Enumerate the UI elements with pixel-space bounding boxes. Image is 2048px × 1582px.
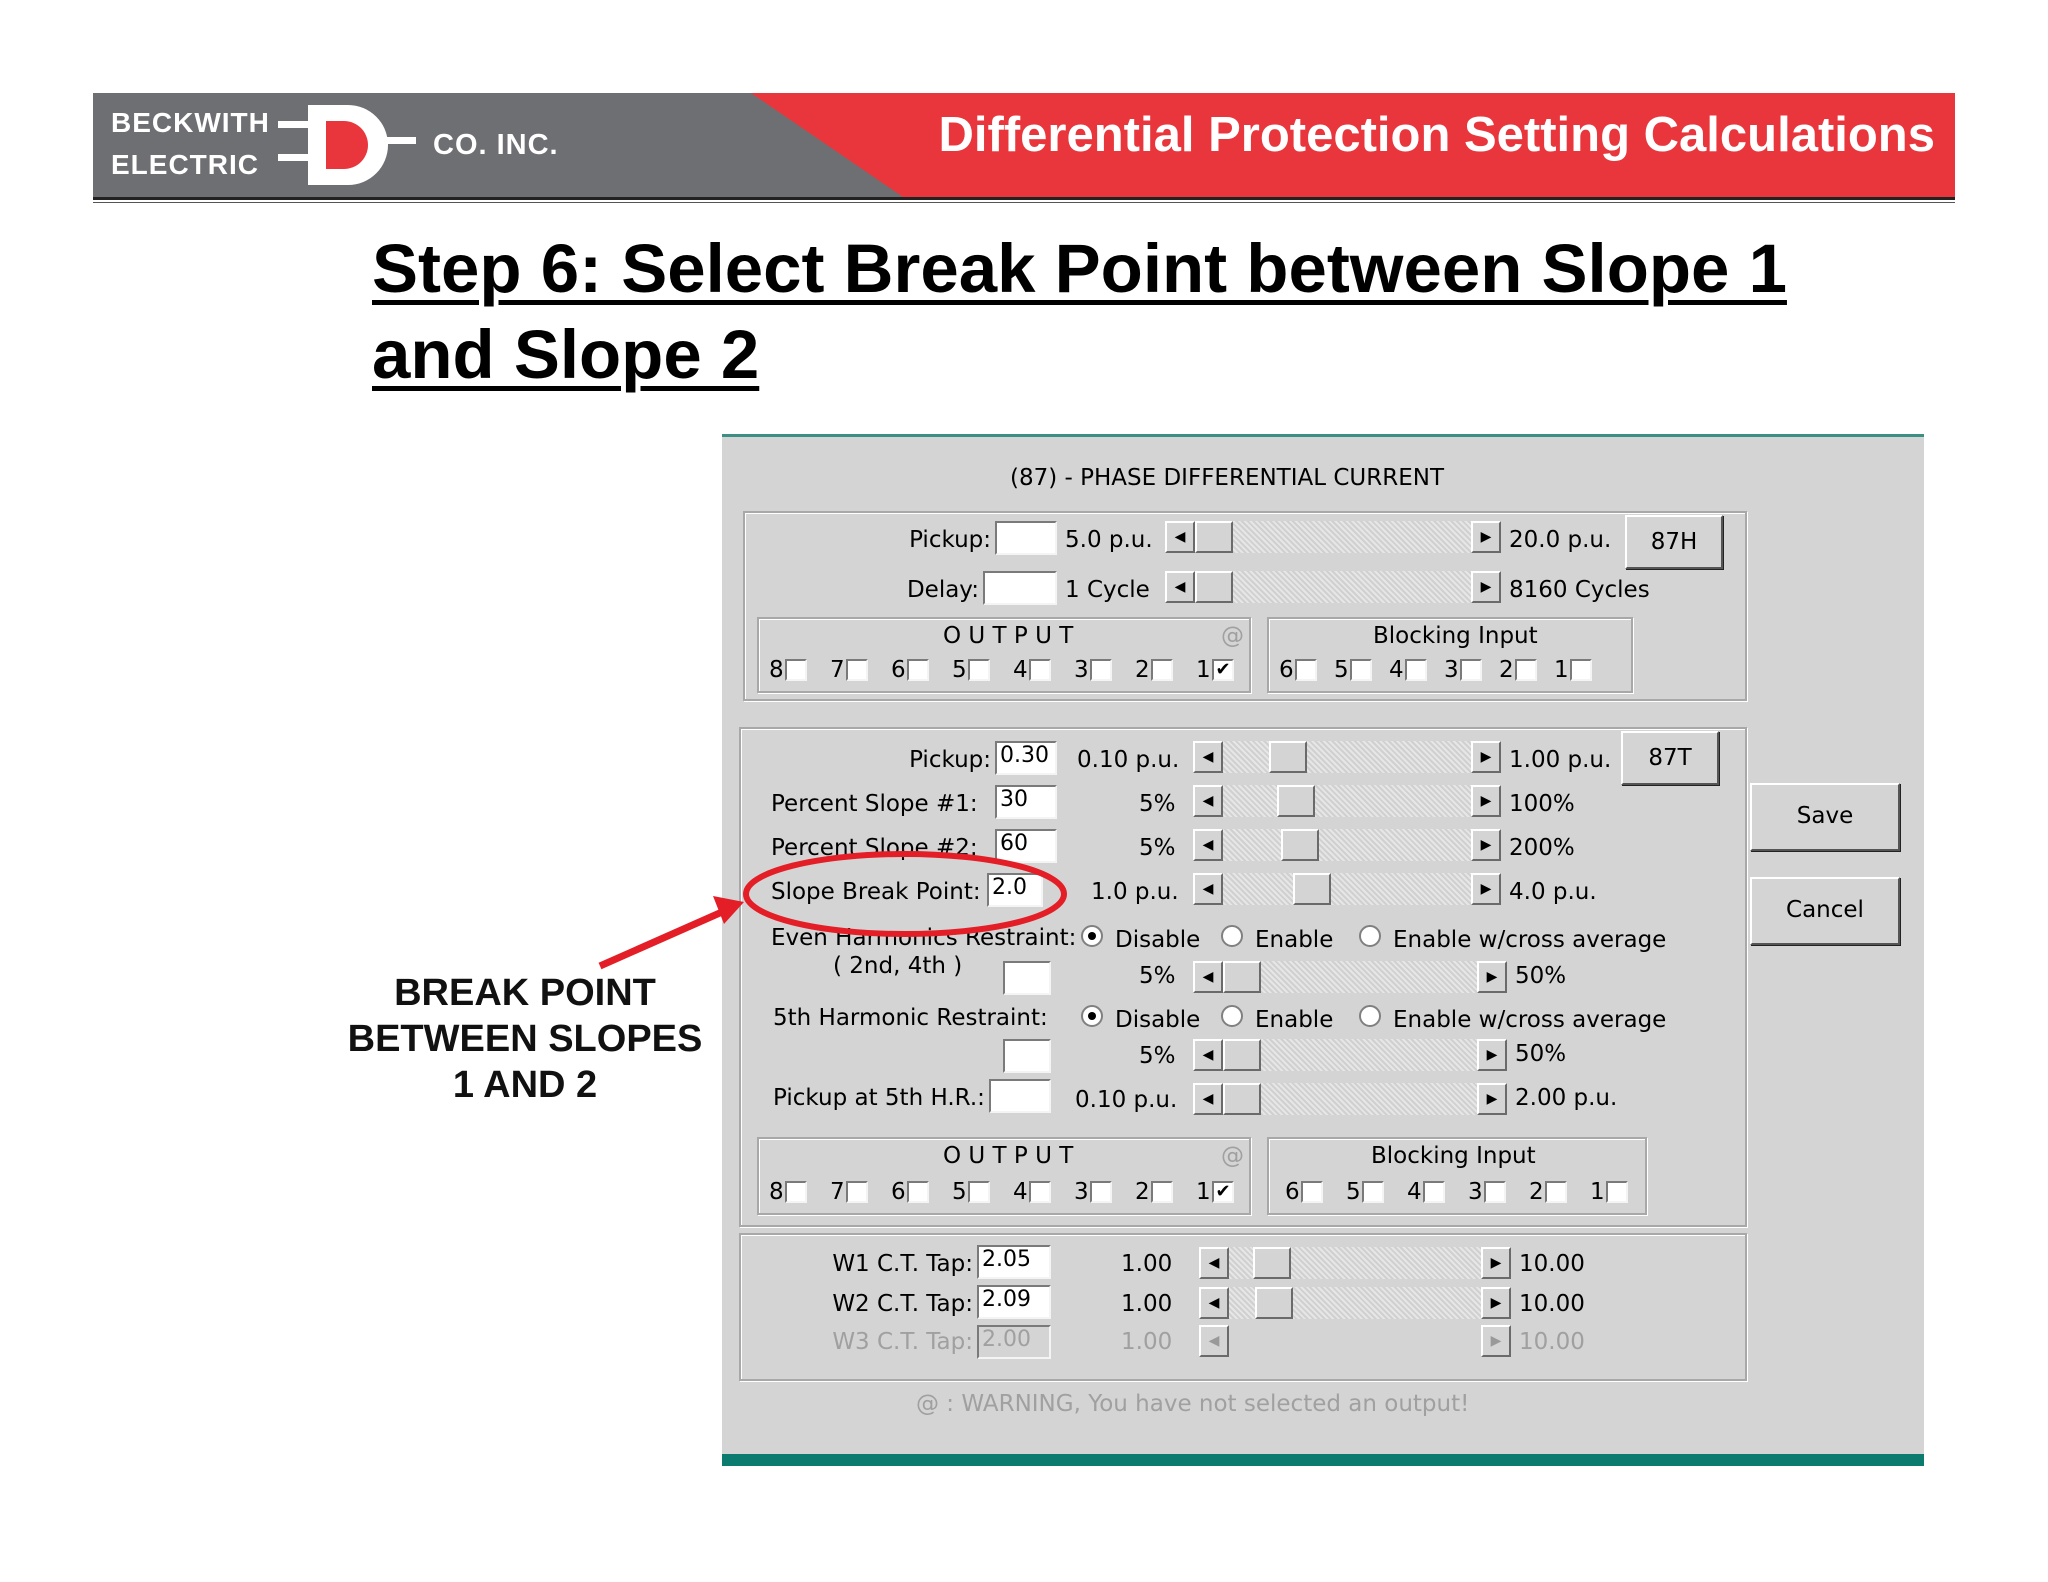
label-even-cross: Enable w/cross average bbox=[1393, 927, 1667, 953]
blocking-group-87h bbox=[1267, 617, 1633, 693]
checkbox-label: 5 bbox=[1334, 657, 1349, 683]
header-divider bbox=[93, 197, 1955, 200]
checkbox-label: 8 bbox=[769, 1179, 784, 1205]
scroll-right-icon[interactable]: ▶ bbox=[1471, 785, 1501, 817]
input-fifth-harmonic[interactable] bbox=[1003, 1039, 1051, 1073]
input-87t-pickup[interactable]: 0.30 bbox=[995, 741, 1057, 775]
scroll-left-icon[interactable]: ◀ bbox=[1193, 741, 1223, 773]
label-slope-break-point: Slope Break Point: bbox=[771, 879, 981, 905]
checkbox-2[interactable] bbox=[1545, 1181, 1567, 1203]
blocking-title: Blocking Input bbox=[1371, 1143, 1536, 1169]
scroll-left-icon[interactable]: ◀ bbox=[1193, 961, 1223, 993]
input-even-harmonics[interactable] bbox=[1003, 961, 1051, 995]
slider-percent-slope-1[interactable] bbox=[1193, 785, 1501, 817]
checkbox-label: 7 bbox=[830, 657, 845, 683]
label-percent-slope-2: Percent Slope #2: bbox=[771, 835, 978, 861]
checkbox-3[interactable] bbox=[1484, 1181, 1506, 1203]
checkbox-label: 2 bbox=[1135, 1179, 1150, 1205]
label-breakpoint-min: 1.0 p.u. bbox=[1091, 879, 1179, 905]
scroll-left-icon[interactable]: ◀ bbox=[1193, 1039, 1223, 1071]
label-even-enable: Enable bbox=[1255, 927, 1334, 953]
dialog-title: (87) - PHASE DIFFERENTIAL CURRENT bbox=[1010, 465, 1445, 491]
group-ct-tap bbox=[739, 1233, 1747, 1381]
slider-slope-break-point[interactable] bbox=[1193, 873, 1501, 905]
blocking-title: Blocking Input bbox=[1373, 623, 1538, 649]
input-w1-ct-tap[interactable]: 2.05 bbox=[977, 1245, 1051, 1279]
scroll-right-icon: ▶ bbox=[1481, 1325, 1511, 1357]
button-87h[interactable]: 87H bbox=[1625, 515, 1723, 569]
slider-87h-pickup[interactable] bbox=[1165, 521, 1501, 553]
label-even-harmonics: Even Harmonics Restraint: bbox=[771, 925, 1077, 951]
input-percent-slope-2[interactable]: 60 bbox=[995, 829, 1057, 863]
checkbox-label: 5 bbox=[952, 1179, 967, 1205]
label-87h-pickup-max: 20.0 p.u. bbox=[1509, 527, 1612, 553]
phase-differential-dialog bbox=[722, 434, 1924, 1466]
checkbox-6[interactable] bbox=[1301, 1181, 1323, 1203]
slider-thumb[interactable] bbox=[1269, 741, 1307, 773]
checkbox-5[interactable] bbox=[968, 659, 990, 681]
label-w1-min: 1.00 bbox=[1121, 1251, 1173, 1277]
slider-87t-pickup[interactable] bbox=[1193, 741, 1501, 773]
checkbox-4[interactable] bbox=[1405, 659, 1427, 681]
label-percent-slope-1: Percent Slope #1: bbox=[771, 791, 978, 817]
slider-thumb[interactable] bbox=[1195, 571, 1233, 603]
checkbox-7[interactable] bbox=[846, 1181, 868, 1203]
checkbox-label: 8 bbox=[769, 657, 784, 683]
checkbox-label: 6 bbox=[891, 1179, 906, 1205]
checkbox-8[interactable] bbox=[785, 1181, 807, 1203]
checkbox-label: 2 bbox=[1135, 657, 1150, 683]
slider-pickup-5th[interactable] bbox=[1193, 1083, 1507, 1115]
label-w3-ct-tap: W3 C.T. Tap: bbox=[832, 1329, 973, 1355]
group-87h bbox=[743, 511, 1747, 701]
arrow-line bbox=[600, 912, 722, 966]
slide-title bbox=[372, 226, 1872, 398]
label-87t-pickup-min: 0.10 p.u. bbox=[1077, 747, 1180, 773]
slider-thumb[interactable] bbox=[1223, 1083, 1261, 1115]
checkbox-label: 3 bbox=[1074, 1179, 1089, 1205]
slider-percent-slope-2[interactable] bbox=[1193, 829, 1501, 861]
label-slope1-min: 5% bbox=[1139, 791, 1176, 817]
slider-w1-ct-tap[interactable] bbox=[1199, 1247, 1511, 1279]
label-fifth-cross: Enable w/cross average bbox=[1393, 1007, 1667, 1033]
slider-w3-ct-tap bbox=[1199, 1325, 1511, 1357]
scroll-left-icon[interactable]: ◀ bbox=[1193, 785, 1223, 817]
label-fifth-enable: Enable bbox=[1255, 1007, 1334, 1033]
checkbox-2[interactable] bbox=[1515, 659, 1537, 681]
checkbox-label: 5 bbox=[1346, 1179, 1361, 1205]
annotation-callout bbox=[320, 970, 730, 1108]
label-87h-delay: Delay: bbox=[906, 577, 979, 603]
input-w3-ct-tap: 2.00 bbox=[977, 1325, 1051, 1359]
label-w3-max: 10.00 bbox=[1519, 1329, 1585, 1355]
scroll-right-icon[interactable]: ▶ bbox=[1471, 829, 1501, 861]
checkbox-5[interactable] bbox=[968, 1181, 990, 1203]
button-87t[interactable]: 87T bbox=[1621, 731, 1719, 785]
checkbox-label: 2 bbox=[1529, 1179, 1544, 1205]
checkbox-label: 4 bbox=[1389, 657, 1404, 683]
scroll-left-icon[interactable]: ◀ bbox=[1165, 521, 1195, 553]
slider-87h-delay[interactable] bbox=[1165, 571, 1501, 603]
slider-thumb[interactable] bbox=[1255, 1287, 1293, 1319]
checkbox-6[interactable] bbox=[1295, 659, 1317, 681]
scroll-left-icon[interactable]: ◀ bbox=[1199, 1287, 1229, 1319]
checkbox-3[interactable] bbox=[1090, 659, 1112, 681]
radio-fifth-enable[interactable] bbox=[1221, 1005, 1243, 1027]
label-87h-pickup-min: 5.0 p.u. bbox=[1065, 527, 1153, 553]
output-group-87h bbox=[757, 617, 1251, 693]
checkbox-label: 1 bbox=[1196, 1179, 1211, 1205]
checkbox-label: 3 bbox=[1444, 657, 1459, 683]
checkbox-label: 6 bbox=[891, 657, 906, 683]
label-87h-delay-max: 8160 Cycles bbox=[1509, 577, 1650, 603]
label-even-min: 5% bbox=[1139, 963, 1176, 989]
label-w2-max: 10.00 bbox=[1519, 1291, 1585, 1317]
checkbox-5[interactable] bbox=[1350, 659, 1372, 681]
output-warning-at: @ bbox=[1221, 623, 1244, 649]
slider-thumb[interactable] bbox=[1293, 873, 1331, 905]
label-w2-ct-tap: W2 C.T. Tap: bbox=[832, 1291, 973, 1317]
scroll-left-icon[interactable]: ◀ bbox=[1165, 571, 1195, 603]
scroll-right-icon[interactable]: ▶ bbox=[1477, 1039, 1507, 1071]
output-warning-at: @ bbox=[1221, 1143, 1244, 1169]
header-banner bbox=[93, 93, 1955, 197]
label-87t-pickup-max: 1.00 p.u. bbox=[1509, 747, 1612, 773]
label-w1-max: 10.00 bbox=[1519, 1251, 1585, 1277]
header-title: Differential Protection Setting Calculations bbox=[938, 108, 1935, 162]
label-87t-pickup: Pickup: bbox=[909, 747, 991, 773]
logo-text-co-inc: CO. INC. bbox=[433, 129, 559, 161]
scroll-left-icon[interactable]: ◀ bbox=[1199, 1247, 1229, 1279]
output-title: O U T P U T bbox=[943, 623, 1074, 649]
slide-title-text: Step 6: Select Break Point between Slope 1 and Slope 2 bbox=[372, 230, 1787, 393]
slider-even-harmonics[interactable] bbox=[1193, 961, 1507, 993]
label-pickup5-max: 2.00 p.u. bbox=[1515, 1085, 1618, 1111]
scroll-left-icon: ◀ bbox=[1199, 1325, 1229, 1357]
checkbox-3[interactable] bbox=[1460, 659, 1482, 681]
input-87h-delay[interactable] bbox=[983, 571, 1057, 605]
checkbox-7[interactable] bbox=[846, 659, 868, 681]
label-87h-pickup: Pickup: bbox=[909, 527, 991, 553]
label-pickup5-min: 0.10 p.u. bbox=[1075, 1087, 1178, 1113]
scroll-left-icon[interactable]: ◀ bbox=[1193, 829, 1223, 861]
scroll-right-icon[interactable]: ▶ bbox=[1471, 521, 1501, 553]
annotation-line: 1 AND 2 bbox=[452, 1064, 598, 1106]
label-w3-min: 1.00 bbox=[1121, 1329, 1173, 1355]
cancel-button[interactable]: Cancel bbox=[1750, 877, 1900, 945]
scroll-right-icon[interactable]: ▶ bbox=[1481, 1247, 1511, 1279]
header-divider-thin bbox=[93, 202, 1955, 203]
slider-w2-ct-tap[interactable] bbox=[1199, 1287, 1511, 1319]
checkbox-label: 7 bbox=[830, 1179, 845, 1205]
slider-thumb[interactable] bbox=[1253, 1247, 1291, 1279]
checkbox-label: 2 bbox=[1499, 657, 1514, 683]
input-slope-break-point[interactable]: 2.0 bbox=[987, 873, 1043, 907]
input-pickup-5th[interactable] bbox=[989, 1079, 1051, 1113]
checkbox-5[interactable] bbox=[1362, 1181, 1384, 1203]
checkbox-1[interactable]: ✔ bbox=[1212, 1181, 1234, 1203]
logo-text-electric: ELECTRIC bbox=[111, 149, 259, 180]
slider-thumb[interactable] bbox=[1277, 785, 1315, 817]
radio-fifth-disable[interactable] bbox=[1081, 1005, 1103, 1027]
label-fifth-min: 5% bbox=[1139, 1043, 1176, 1069]
slider-fifth-harmonic[interactable] bbox=[1193, 1039, 1507, 1071]
checkbox-4[interactable] bbox=[1029, 1181, 1051, 1203]
blocking-group-87t bbox=[1267, 1137, 1647, 1215]
scroll-right-icon[interactable]: ▶ bbox=[1477, 961, 1507, 993]
checkbox-label: 3 bbox=[1468, 1179, 1483, 1205]
save-button[interactable]: Save bbox=[1750, 783, 1900, 851]
label-slope2-max: 200% bbox=[1509, 835, 1575, 861]
label-even-disable: Disable bbox=[1115, 927, 1201, 953]
slider-thumb[interactable] bbox=[1195, 521, 1233, 553]
checkbox-4[interactable] bbox=[1423, 1181, 1445, 1203]
input-87h-pickup[interactable] bbox=[995, 521, 1057, 555]
checkbox-1[interactable] bbox=[1570, 659, 1592, 681]
radio-fifth-cross[interactable] bbox=[1359, 1005, 1381, 1027]
label-fifth-max: 50% bbox=[1515, 1041, 1567, 1067]
slider-thumb[interactable] bbox=[1223, 961, 1261, 993]
checkbox-label: 3 bbox=[1074, 657, 1089, 683]
label-slope1-max: 100% bbox=[1509, 791, 1575, 817]
label-slope2-min: 5% bbox=[1139, 835, 1176, 861]
checkbox-8[interactable] bbox=[785, 659, 807, 681]
checkbox-label: 1 bbox=[1554, 657, 1569, 683]
warning-message: @ : WARNING, You have not selected an output! bbox=[916, 1391, 1470, 1417]
label-w2-min: 1.00 bbox=[1121, 1291, 1173, 1317]
slider-thumb[interactable] bbox=[1281, 829, 1319, 861]
checkbox-4[interactable] bbox=[1029, 659, 1051, 681]
output-title: O U T P U T bbox=[943, 1143, 1074, 1169]
label-87h-delay-min: 1 Cycle bbox=[1065, 577, 1150, 603]
annotation-line: BREAK POINT bbox=[394, 972, 656, 1014]
label-even-max: 50% bbox=[1515, 963, 1567, 989]
scroll-right-icon[interactable]: ▶ bbox=[1471, 741, 1501, 773]
label-fifth-harmonic: 5th Harmonic Restraint: bbox=[773, 1005, 1048, 1031]
scroll-left-icon[interactable]: ◀ bbox=[1193, 873, 1223, 905]
scroll-left-icon[interactable]: ◀ bbox=[1193, 1083, 1223, 1115]
checkbox-1[interactable] bbox=[1606, 1181, 1628, 1203]
checkbox-label: 6 bbox=[1279, 657, 1294, 683]
label-even-harmonics-sub: ( 2nd, 4th ) bbox=[833, 953, 963, 979]
checkbox-6[interactable] bbox=[907, 1181, 929, 1203]
radio-even-cross[interactable] bbox=[1359, 925, 1381, 947]
checkbox-label: 5 bbox=[952, 657, 967, 683]
slider-thumb[interactable] bbox=[1223, 1039, 1261, 1071]
label-w1-ct-tap: W1 C.T. Tap: bbox=[832, 1251, 973, 1277]
scroll-right-icon[interactable]: ▶ bbox=[1471, 873, 1501, 905]
logo-d-mark bbox=[278, 99, 418, 191]
checkbox-2[interactable] bbox=[1151, 1181, 1173, 1203]
radio-even-enable[interactable] bbox=[1221, 925, 1243, 947]
annotation-line: BETWEEN SLOPES bbox=[347, 1018, 703, 1060]
label-breakpoint-max: 4.0 p.u. bbox=[1509, 879, 1597, 905]
radio-even-disable[interactable] bbox=[1081, 925, 1103, 947]
output-group-87t bbox=[757, 1137, 1251, 1215]
checkbox-label: 4 bbox=[1013, 657, 1028, 683]
checkbox-label: 4 bbox=[1407, 1179, 1422, 1205]
label-fifth-disable: Disable bbox=[1115, 1007, 1201, 1033]
logo-text-beckwith: BECKWITH bbox=[111, 107, 270, 138]
checkbox-label: 4 bbox=[1013, 1179, 1028, 1205]
input-w2-ct-tap[interactable]: 2.09 bbox=[977, 1285, 1051, 1319]
checkbox-label: 1 bbox=[1196, 657, 1211, 683]
company-logo bbox=[93, 93, 593, 197]
checkbox-1[interactable]: ✔ bbox=[1212, 659, 1234, 681]
input-percent-slope-1[interactable]: 30 bbox=[995, 785, 1057, 819]
checkbox-2[interactable] bbox=[1151, 659, 1173, 681]
checkbox-label: 1 bbox=[1590, 1179, 1605, 1205]
scroll-right-icon[interactable]: ▶ bbox=[1471, 571, 1501, 603]
checkbox-3[interactable] bbox=[1090, 1181, 1112, 1203]
scroll-right-icon[interactable]: ▶ bbox=[1481, 1287, 1511, 1319]
label-pickup-5th: Pickup at 5th H.R.: bbox=[773, 1085, 985, 1111]
checkbox-6[interactable] bbox=[907, 659, 929, 681]
group-87t bbox=[739, 727, 1747, 1227]
checkbox-label: 6 bbox=[1285, 1179, 1300, 1205]
scroll-right-icon[interactable]: ▶ bbox=[1477, 1083, 1507, 1115]
